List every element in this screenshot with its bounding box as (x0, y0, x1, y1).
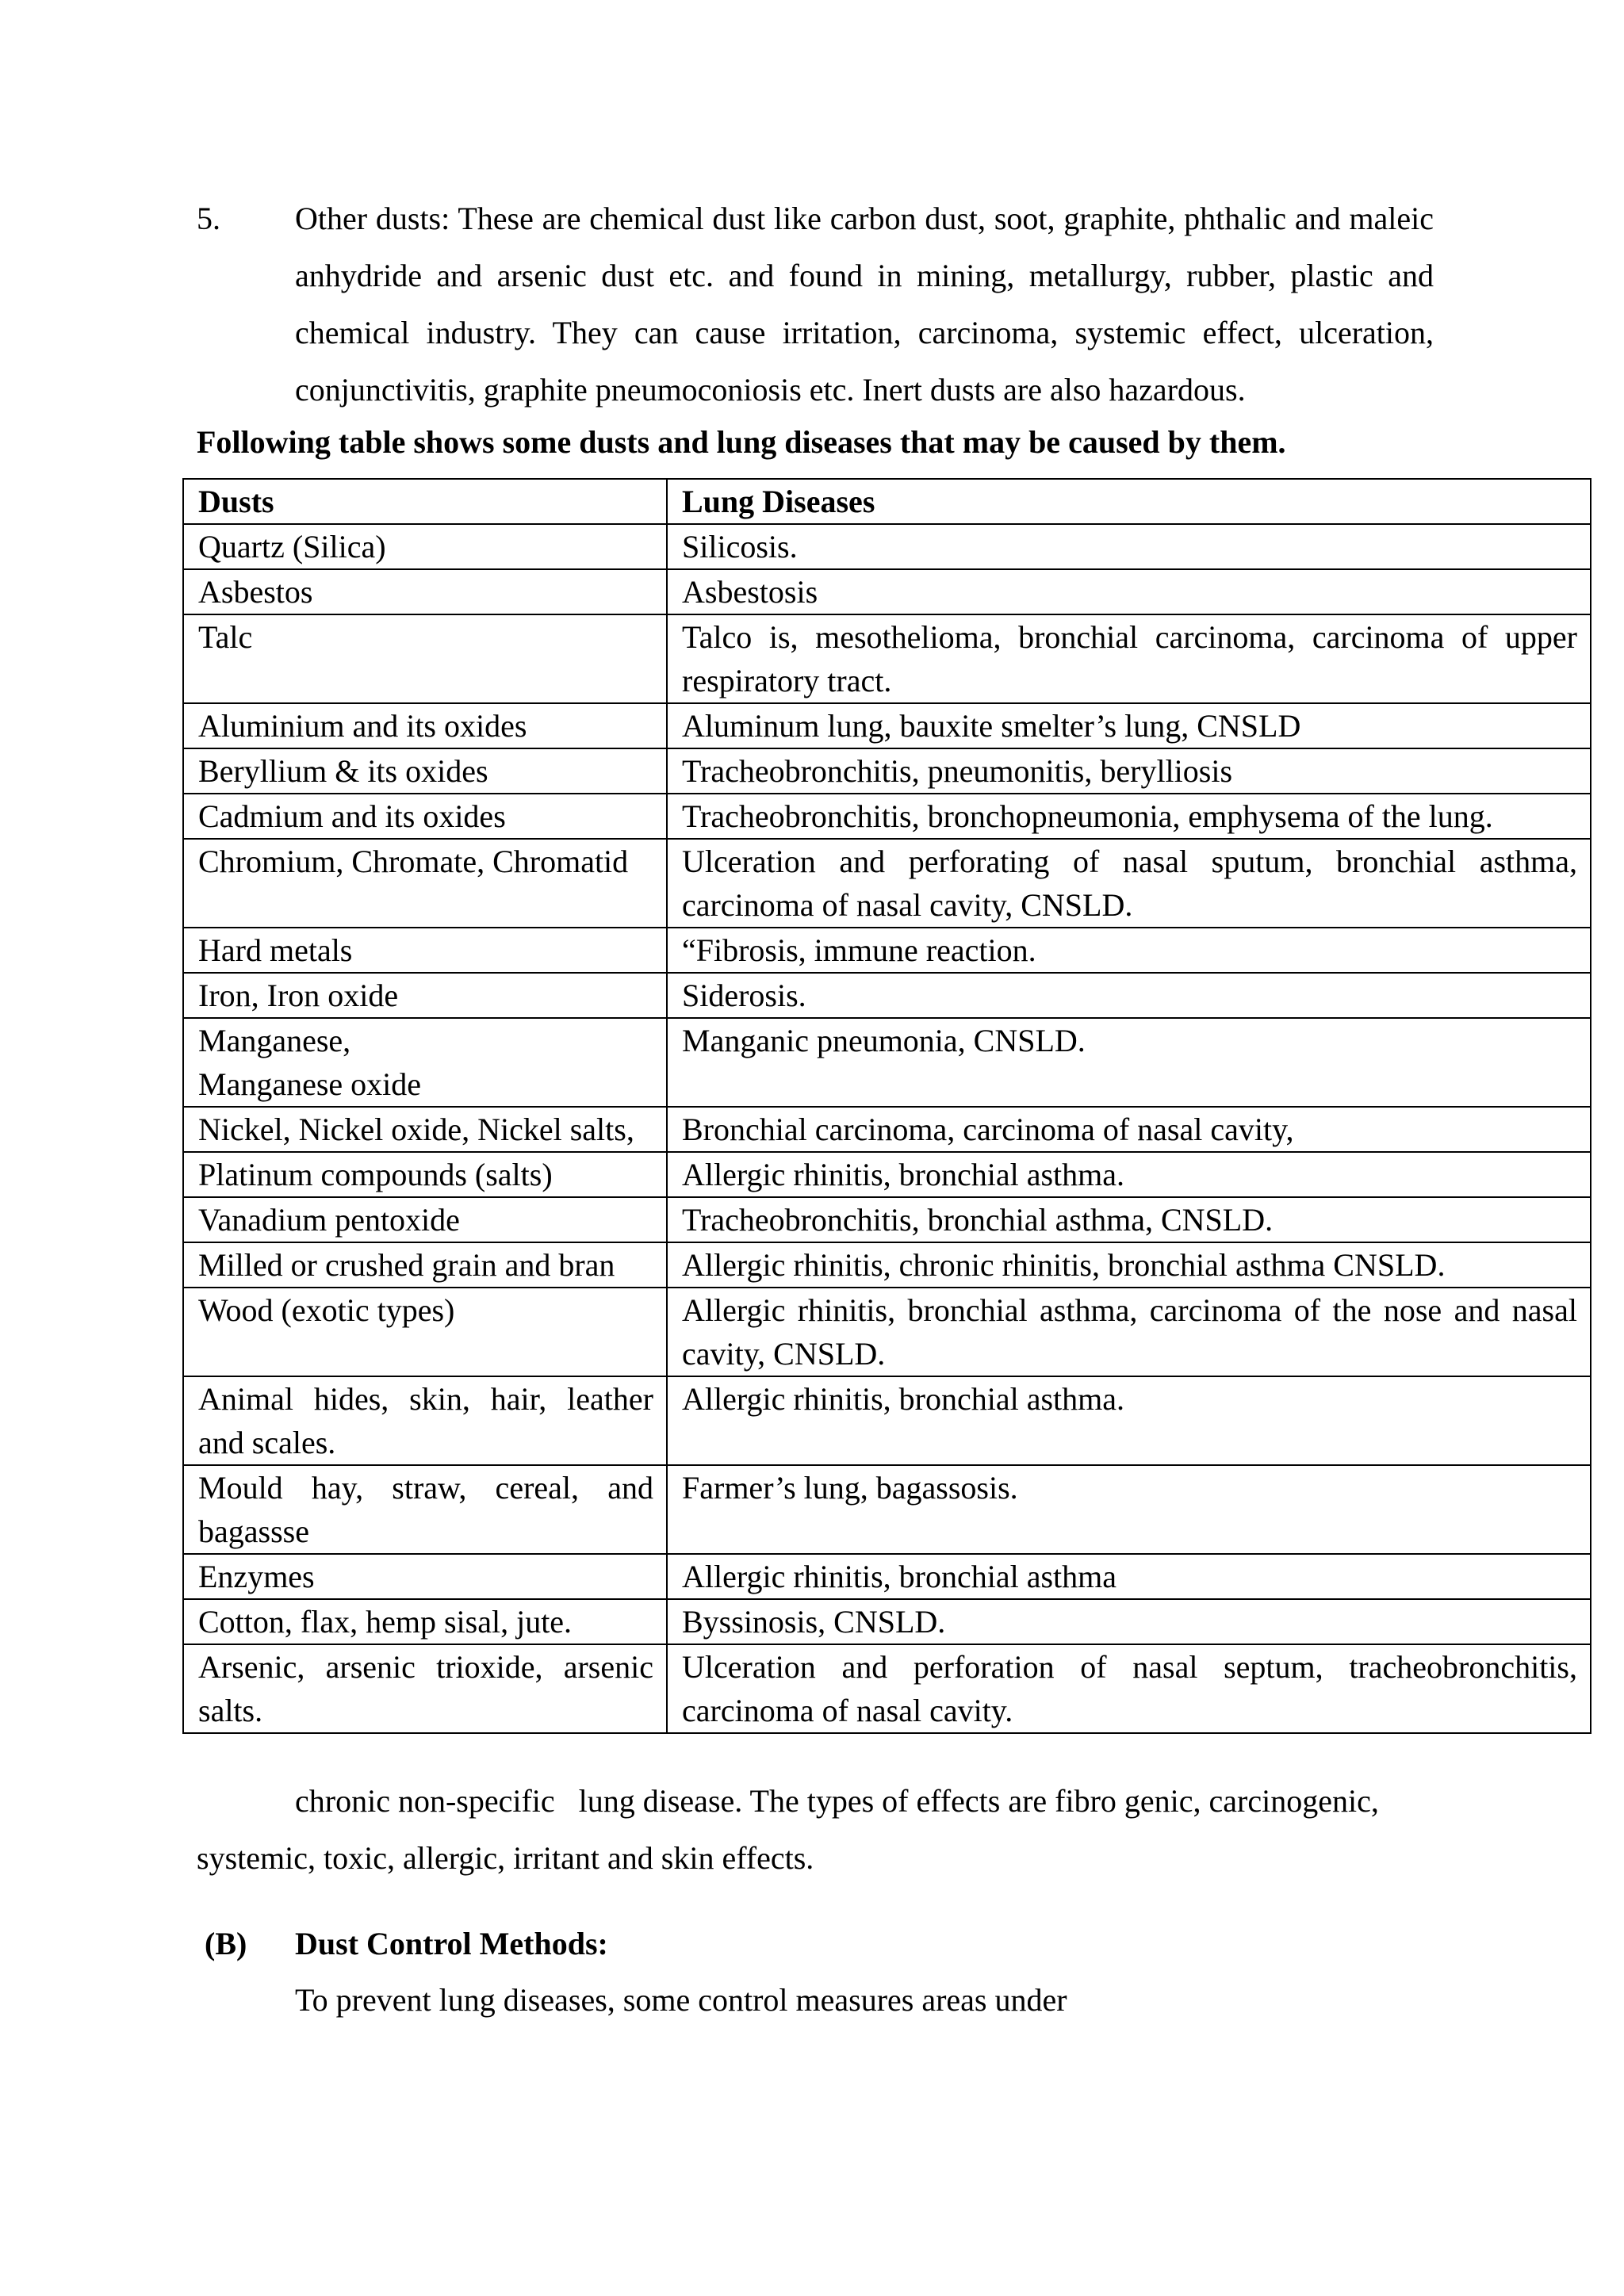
table-row (183, 569, 1591, 614)
dust-cell: Asbestos (183, 569, 667, 614)
section-body-text: To prevent lung diseases, some control measures areas under (295, 1982, 1067, 2018)
disease-cell: Bronchial carcinoma, carcinoma of nasal cavity, (667, 1107, 1591, 1152)
disease-cell: Asbestosis (667, 569, 1591, 614)
dust-cell: Wood (exotic types) (183, 1288, 667, 1376)
table-row (183, 614, 1591, 703)
table-row (183, 1242, 1591, 1288)
dust-cell: Arsenic, arsenic trioxide, arsenic salts. (183, 1644, 667, 1733)
list-item-text: Other dusts: These are chemical dust like carbon dust, soot, graphite, phthalic and maleic anhydride and arsenic dust etc. and found in mining, metallurgy, rubber, plastic and chemical industry. They can cause irritation, carcinoma, systemic effect, ulceration, conjunctivitis, graphite pneumoconiosis etc. Inert dusts are also hazardous. (295, 201, 1434, 408)
table-row (183, 1644, 1591, 1733)
disease-cell: Allergic rhinitis, chronic rhinitis, bronchial asthma CNSLD. (667, 1242, 1591, 1288)
table-row (183, 748, 1591, 794)
disease-cell: Allergic rhinitis, bronchial asthma. (667, 1152, 1591, 1197)
dust-disease-table (182, 478, 1591, 1734)
table-row (183, 928, 1591, 973)
section-title: Dust Control Methods: (295, 1926, 608, 1961)
table-row (183, 1554, 1591, 1599)
dust-cell: Animal hides, skin, hair, leather and scales. (183, 1376, 667, 1465)
dust-cell: Hard metals (183, 928, 667, 973)
closing-line-2: systemic, toxic, allergic, irritant and skin effects. (197, 1840, 814, 1876)
table-header-row (183, 479, 1591, 524)
disease-cell: Allergic rhinitis, bronchial asthma. (667, 1376, 1591, 1465)
disease-cell: Manganic pneumonia, CNSLD. (667, 1018, 1591, 1107)
table-row (183, 1018, 1591, 1107)
dust-cell: Beryllium & its oxides (183, 748, 667, 794)
table-row (183, 1465, 1591, 1554)
closing-line-1: chronic non-specific lung disease. The types of effects are fibro genic, carcinogenic, (295, 1783, 1379, 1819)
table-row (183, 524, 1591, 569)
disease-cell: Byssinosis, CNSLD. (667, 1599, 1591, 1644)
dust-cell: Chromium, Chromate, Chromatid (183, 839, 667, 928)
disease-cell: Siderosis. (667, 973, 1591, 1018)
dust-cell: Cotton, flax, hemp sisal, jute. (183, 1599, 667, 1644)
dust-cell: Vanadium pentoxide (183, 1197, 667, 1242)
dust-cell: Mould hay, straw, cereal, and bagassse (183, 1465, 667, 1554)
table-row (183, 794, 1591, 839)
disease-cell: Farmer’s lung, bagassosis. (667, 1465, 1591, 1554)
disease-cell: Aluminum lung, bauxite smelter’s lung, CNSLD (667, 703, 1591, 748)
closing-paragraph (197, 1773, 1434, 1887)
dust-cell: Manganese, Manganese oxide (183, 1018, 667, 1107)
list-item-number: 5. (197, 201, 220, 236)
disease-cell: Ulceration and perforation of nasal septum, tracheobronchitis, carcinoma of nasal cavity. (667, 1644, 1591, 1733)
table-row (183, 1107, 1591, 1152)
disease-cell: Allergic rhinitis, bronchial asthma (667, 1554, 1591, 1599)
table-row (183, 973, 1591, 1018)
dust-cell: Platinum compounds (salts) (183, 1152, 667, 1197)
list-item-other-dusts (197, 190, 1434, 419)
dust-cell: Nickel, Nickel oxide, Nickel salts, (183, 1107, 667, 1152)
disease-cell: Tracheobronchitis, bronchopneumonia, emphysema of the lung. (667, 794, 1591, 839)
dust-cell: Cadmium and its oxides (183, 794, 667, 839)
section-label: (B) (205, 1926, 247, 1961)
dust-cell: Quartz (Silica) (183, 524, 667, 569)
table-row (183, 1152, 1591, 1197)
column-header-lung-diseases: Lung Diseases (667, 479, 1591, 524)
dust-cell: Milled or crushed grain and bran (183, 1242, 667, 1288)
column-header-dusts: Dusts (183, 479, 667, 524)
table-row (183, 1288, 1591, 1376)
disease-cell: “Fibrosis, immune reaction. (667, 928, 1591, 973)
dust-cell: Aluminium and its oxides (183, 703, 667, 748)
table-row (183, 839, 1591, 928)
disease-cell: Tracheobronchitis, bronchial asthma, CNSLD. (667, 1197, 1591, 1242)
table-row (183, 1197, 1591, 1242)
table-row (183, 703, 1591, 748)
table-body (183, 524, 1591, 1733)
disease-cell: Talco is, mesothelioma, bronchial carcinoma, carcinoma of upper respiratory tract. (667, 614, 1591, 703)
disease-cell: Ulceration and perforating of nasal sputum, bronchial asthma, carcinoma of nasal cavity, CNSLD. (667, 839, 1591, 928)
disease-cell: Silicosis. (667, 524, 1591, 569)
disease-cell: Allergic rhinitis, bronchial asthma, carcinoma of the nose and nasal cavity, CNSLD. (667, 1288, 1591, 1376)
dust-cell: Talc (183, 614, 667, 703)
dust-cell: Enzymes (183, 1554, 667, 1599)
dust-cell: Iron, Iron oxide (183, 973, 667, 1018)
table-caption: Following table shows some dusts and lung diseases that may be caused by them. (197, 424, 1286, 460)
table-row (183, 1599, 1591, 1644)
table-row (183, 1376, 1591, 1465)
disease-cell: Tracheobronchitis, pneumonitis, berylliosis (667, 748, 1591, 794)
